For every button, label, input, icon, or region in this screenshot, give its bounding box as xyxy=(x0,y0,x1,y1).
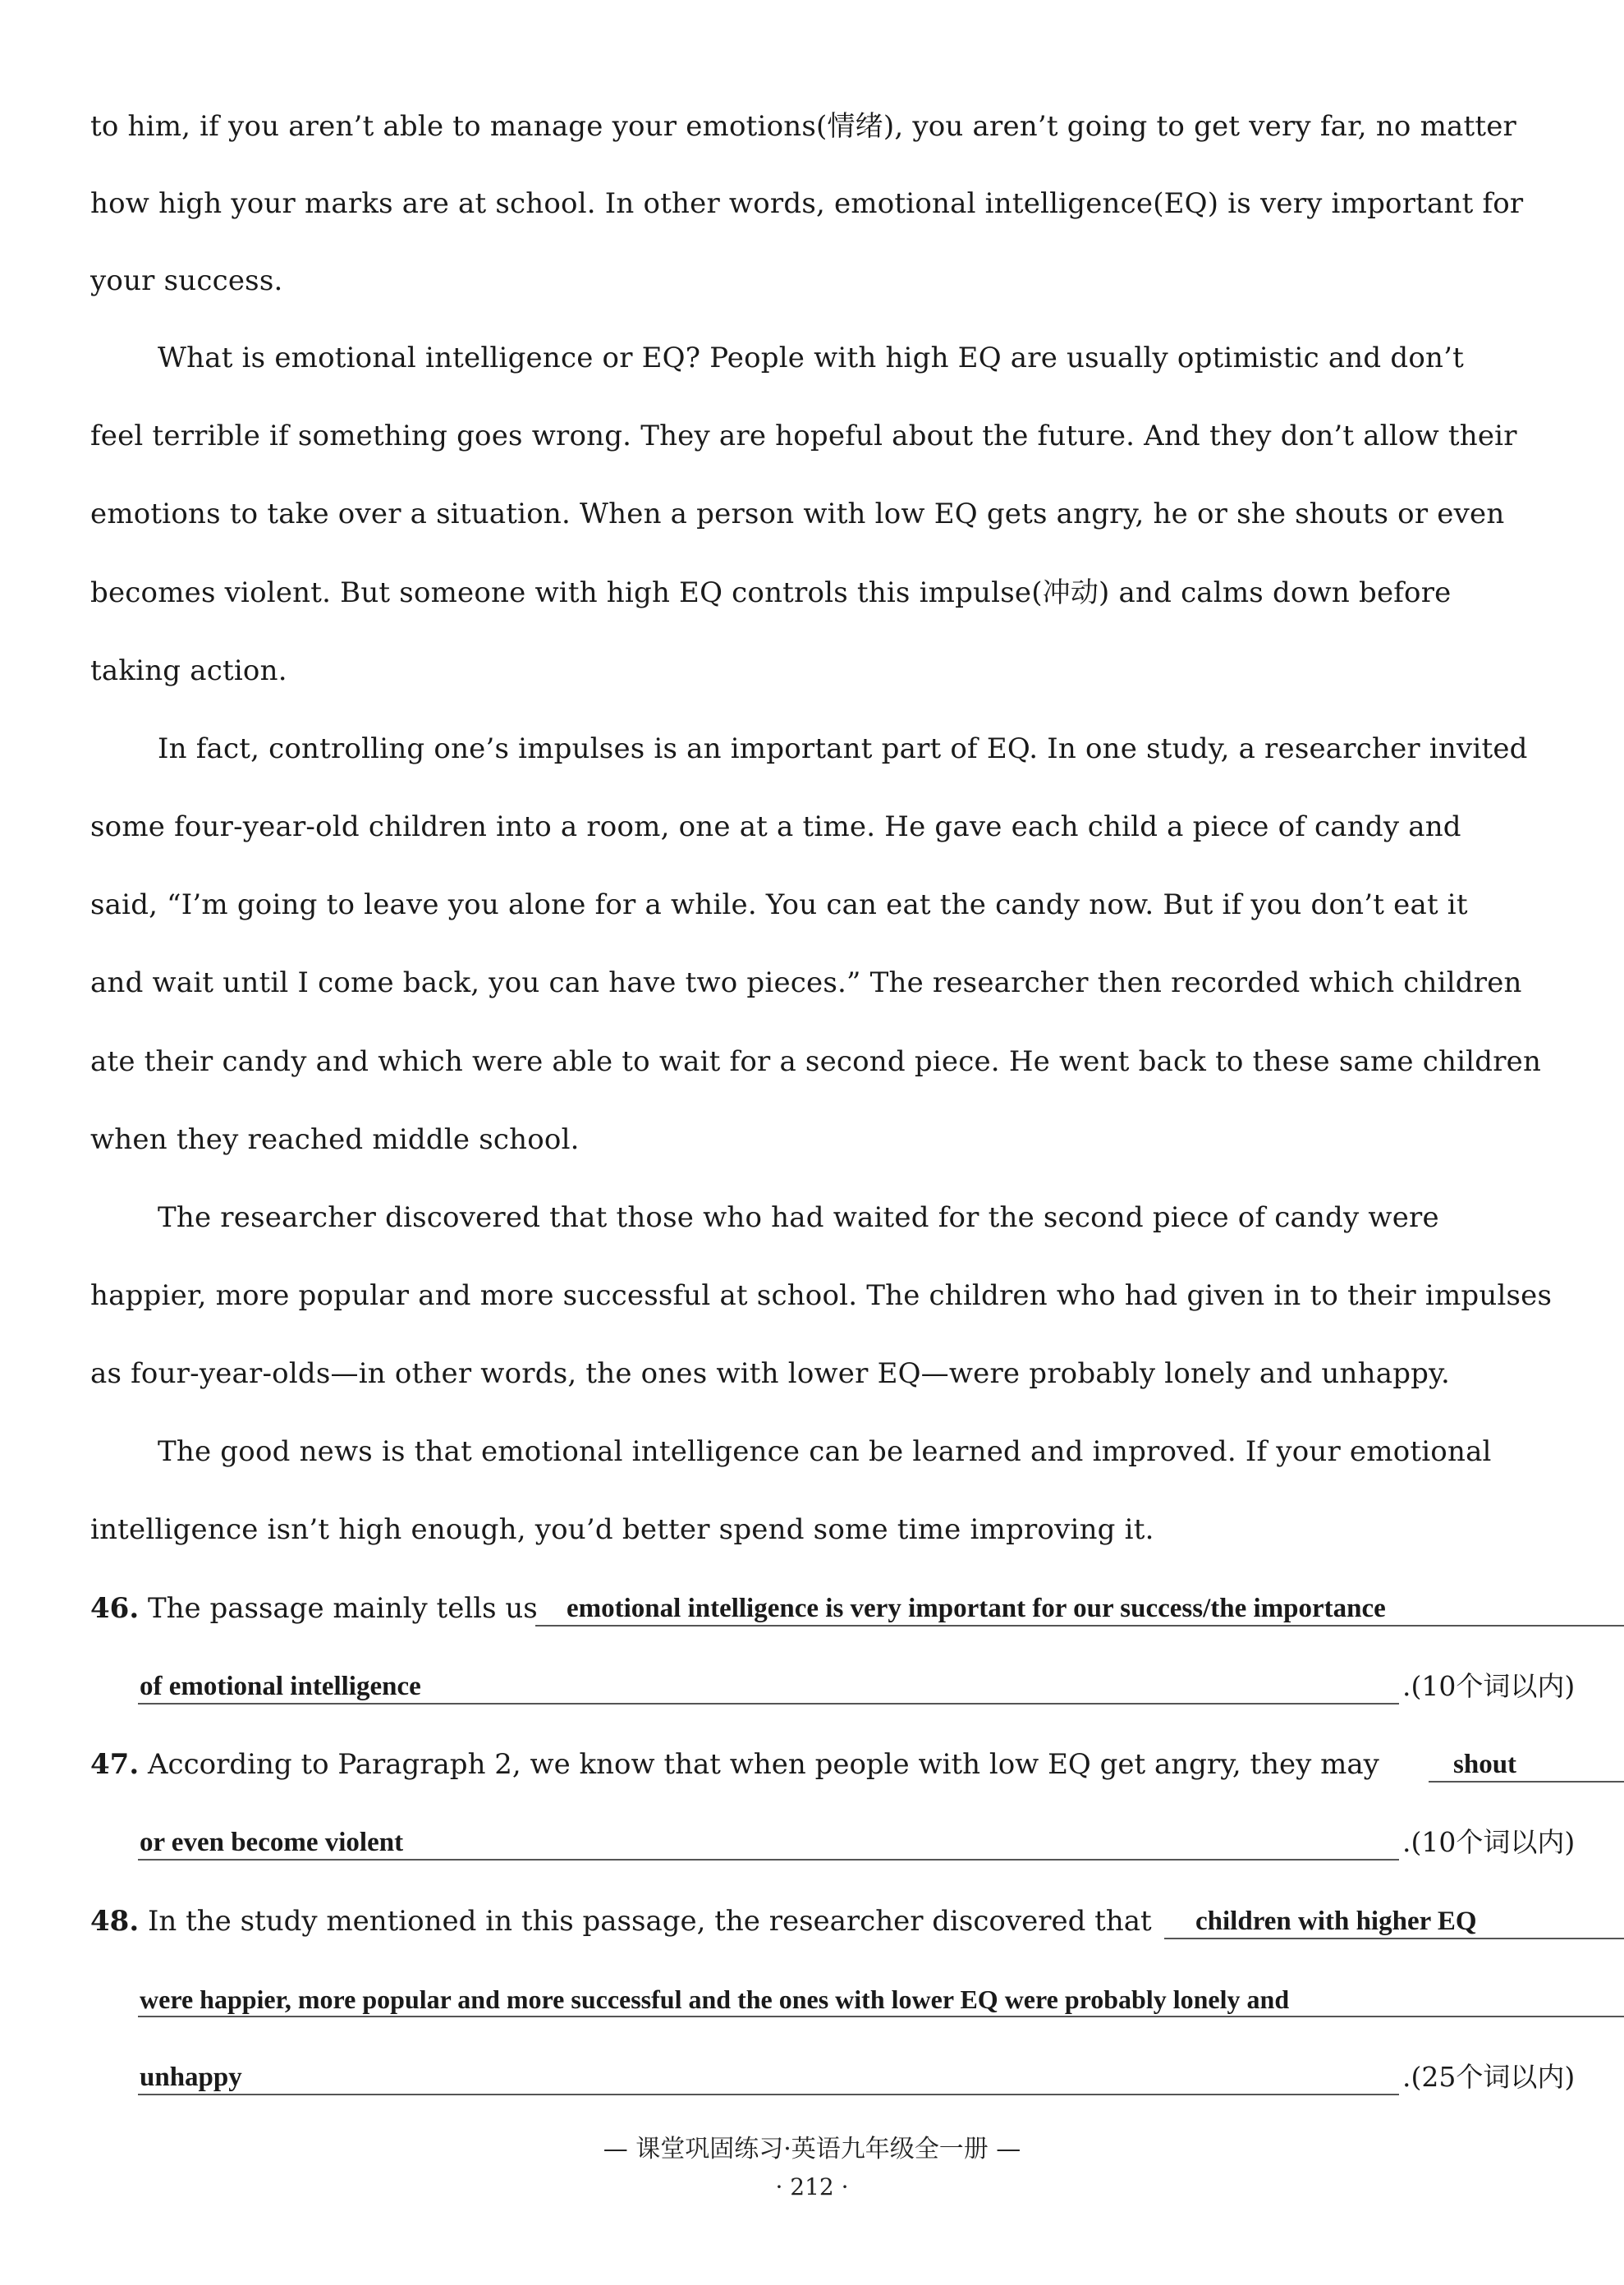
passage-line: said, “I’m going to leave you alone for a while. You can eat the candy now. But if you don’t eat it xyxy=(90,888,1468,921)
answer-text: emotional intelligence is very important for our success/the importance xyxy=(567,1594,1386,1623)
question-stem: The passage mainly tells us xyxy=(147,1592,538,1625)
passage-line: and wait until I come back, you can have two pieces.” The researcher then recorded which children xyxy=(90,966,1522,999)
question-number: 46. xyxy=(90,1592,140,1625)
passage-line: some four-year-old children into a room, one at a time. He gave each child a piece of candy and xyxy=(90,810,1461,843)
passage-line: when they reached middle school. xyxy=(90,1123,580,1156)
passage-line: feel terrible if something goes wrong. They are hopeful about the future. And they don’t allow their xyxy=(90,420,1517,452)
question-stem: In the study mentioned in this passage, the researcher discovered that xyxy=(147,1905,1152,1938)
answer-text: shout xyxy=(1453,1750,1517,1779)
passage-line: your success. xyxy=(90,264,283,297)
word-limit: .(10个词以内) xyxy=(1402,1826,1576,1858)
word-limit: .(25个词以内) xyxy=(1402,2061,1576,2093)
page-number: · 212 · xyxy=(775,2173,849,2200)
passage-line: In fact, controlling one’s impulses is an important part of EQ. In one study, a researcher invited xyxy=(158,732,1528,765)
passage-line: taking action. xyxy=(90,654,287,687)
passage-line: The good news is that emotional intelligence can be learned and improved. If your emotional xyxy=(158,1435,1492,1468)
passage-line: as four-year-olds—in other words, the ones with lower EQ—were probably lonely and unhappy. xyxy=(90,1357,1451,1390)
passage-line: happier, more popular and more successful at school. The children who had given in to their impulses xyxy=(90,1279,1553,1312)
passage-line: how high your marks are at school. In other words, emotional intelligence(EQ) is very important for xyxy=(90,187,1524,220)
question-stem: According to Paragraph 2, we know that when people with low EQ get angry, they may xyxy=(147,1748,1379,1781)
footer-title: — 课堂巩固练习·英语九年级全一册 — xyxy=(603,2135,1021,2163)
passage-line: The researcher discovered that those who had waited for the second piece of candy were xyxy=(158,1201,1439,1234)
word-limit: .(10个词以内) xyxy=(1402,1670,1576,1702)
answer-text: children with higher EQ xyxy=(1195,1906,1477,1936)
answer-text: or even become violent xyxy=(140,1828,404,1857)
passage-line: intelligence isn’t high enough, you’d better spend some time improving it. xyxy=(90,1513,1154,1546)
question-number: 47. xyxy=(90,1748,140,1781)
passage-line: to him, if you aren’t able to manage your emotions(情绪), you aren’t going to get very far, no matter xyxy=(90,110,1516,143)
answer-text: were happier, more popular and more successful and the ones with lower EQ were probably lonely and xyxy=(140,1984,1290,2014)
passage-line: What is emotional intelligence or EQ? People with high EQ are usually optimistic and don’t xyxy=(158,342,1464,374)
question-47 xyxy=(90,1748,1537,1781)
question-number: 48. xyxy=(90,1905,140,1938)
answer-text: unhappy xyxy=(140,2062,242,2092)
passage-line: ate their candy and which were able to wait for a second piece. He went back to these same children xyxy=(90,1045,1542,1078)
passage-line: becomes violent. But someone with high EQ controls this impulse(冲动) and calms down before xyxy=(90,576,1452,609)
answer-text: of emotional intelligence xyxy=(140,1672,421,1701)
passage-line: emotions to take over a situation. When a person with low EQ gets angry, he or she shouts or even xyxy=(90,498,1505,530)
